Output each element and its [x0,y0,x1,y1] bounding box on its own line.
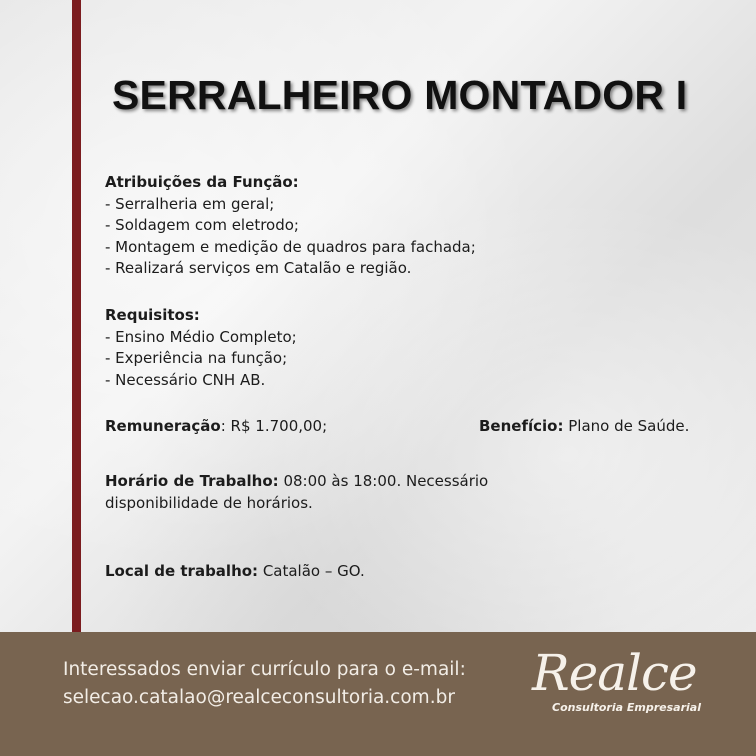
requisitos-label: Requisitos: [105,306,200,324]
remuneracao-label: Remuneração [105,417,221,435]
logo-wordmark: Realce [532,644,697,702]
job-title: SERRALHEIRO MONTADOR I [112,72,688,118]
atribuicoes-item: - Realizará serviços em Catalão e região. [105,259,412,277]
logo-tagline: Consultoria Empresarial [552,701,701,714]
requisitos-item: - Necessário CNH AB. [105,370,266,389]
decorative-vertical-stripe [72,0,81,632]
atribuicoes-item: - Soldagem com eletrodo; [105,216,299,234]
beneficio-line [479,417,689,435]
local-label: Local de trabalho: [105,562,259,580]
atribuicoes-label: Atribuições da Função: [105,173,299,191]
atribuicoes-section [105,172,745,280]
remuneracao-value: : R$ 1.700,00; [220,417,328,435]
remuneracao-line [105,417,327,435]
atribuicoes-item: - Montagem e medição de quadros para fachada; [105,237,476,256]
local-line [105,562,365,580]
local-value: Catalão – GO. [258,562,365,580]
horario-label: Horário de Trabalho: [105,472,279,490]
contact-instruction: Interessados enviar currículo para o e-mail: [63,659,466,680]
requisitos-item: - Experiência na função; [105,349,288,367]
beneficio-value: Plano de Saúde. [563,417,690,435]
contact-info [63,656,466,712]
requisitos-section [105,305,297,391]
horario-value: 08:00 às 18:00. Necessário [278,472,489,490]
requisitos-item: - Ensino Médio Completo; [105,327,297,346]
horario-continuation: disponibilidade de horários. [105,493,313,512]
atribuicoes-item: - Serralheria em geral; [105,194,275,213]
beneficio-label: Benefício: [479,417,564,435]
realce-logo [528,644,728,720]
contact-email: selecao.catalao@realceconsultoria.com.br [63,687,455,708]
horario-section [105,471,545,514]
